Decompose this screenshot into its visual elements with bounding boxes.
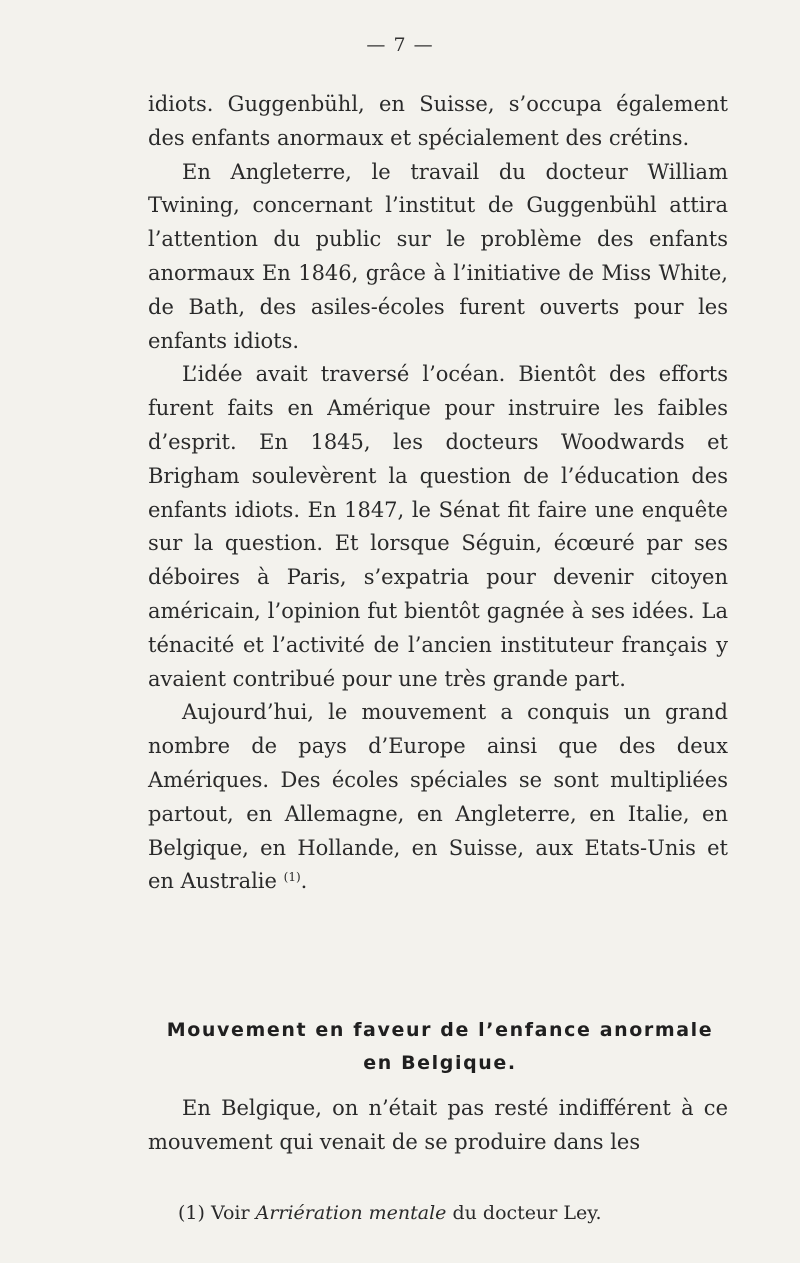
section-body [148, 1092, 728, 1160]
section-heading [140, 1014, 740, 1080]
footnote-reference: (1) [283, 870, 301, 885]
section-heading-line-1: Mouvement en faveur de l’enfance anormale [166, 1019, 714, 1041]
page-number: — 7 — [366, 34, 434, 56]
paragraph-3: L’idée avait traversé l’océan. Bientôt des efforts furent faits en Amérique pour instruire les faibles d’esprit. En 1845, les docteurs Woodwards et Brigham soulevèrent la question de l’éducation des enfants idiots. En 1847, le Sénat fit faire une enquête sur la question. Et lorsque Séguin, écœuré par ses déboires à Paris, s’expatria pour devenir citoyen américain, l’opinion fut bientôt gagnée à ses idées. La ténacité et l’activité de l’ancien instituteur français y avaient contribué pour une très grande part. [148, 362, 728, 691]
paragraph-4: Aujourd’hui, le mouvement a conquis un grand nombre de pays d’Europe ainsi que des deux Amériques. Des écoles spéciales se sont multipliées partout, en Allemagne, en Angleterre, en Italie, en Belgique, en Hollande, en Suisse, aux Etats-Unis et en Australie $^{(1)}$. [148, 700, 728, 894]
footnote-suffix: du docteur Ley. [452, 1202, 602, 1224]
footnote [178, 1200, 738, 1226]
paragraph-1: idiots. Guggenbühl, en Suisse, s’occupa également des enfants anormaux et spécialement des crétins. [148, 92, 728, 150]
footnote-title: Arriération mentale [255, 1202, 447, 1224]
footnote-prefix: Voir [210, 1202, 250, 1224]
section-heading-line-2: en Belgique. [363, 1052, 517, 1074]
body-text [148, 88, 728, 899]
section-paragraph-1: En Belgique, on n’était pas resté indifférent à ce mouvement qui venait de se produire dans les [148, 1096, 728, 1154]
paragraph-2: En Angleterre, le travail du docteur William Twining, concernant l’institut de Guggenbühl attira l’attention du public sur le problème des enfants anormaux En 1846, grâce à l’initiative de Miss White, de Bath, des asiles-écoles furent ouverts pour les enfants idiots. [148, 159, 728, 353]
footnote-marker: (1) [178, 1202, 205, 1224]
paragraph-4-text: Aujourd’hui, le mouvement a conquis un grand nombre de pays d’Europe ainsi que des deux Amériques. Des écoles spéciales se sont multipliées partout, en Allemagne, en Angleterre, en Italie, en Belgique, en Hollande, en Suisse, aux Etats-Unis et en Australie [148, 700, 728, 894]
